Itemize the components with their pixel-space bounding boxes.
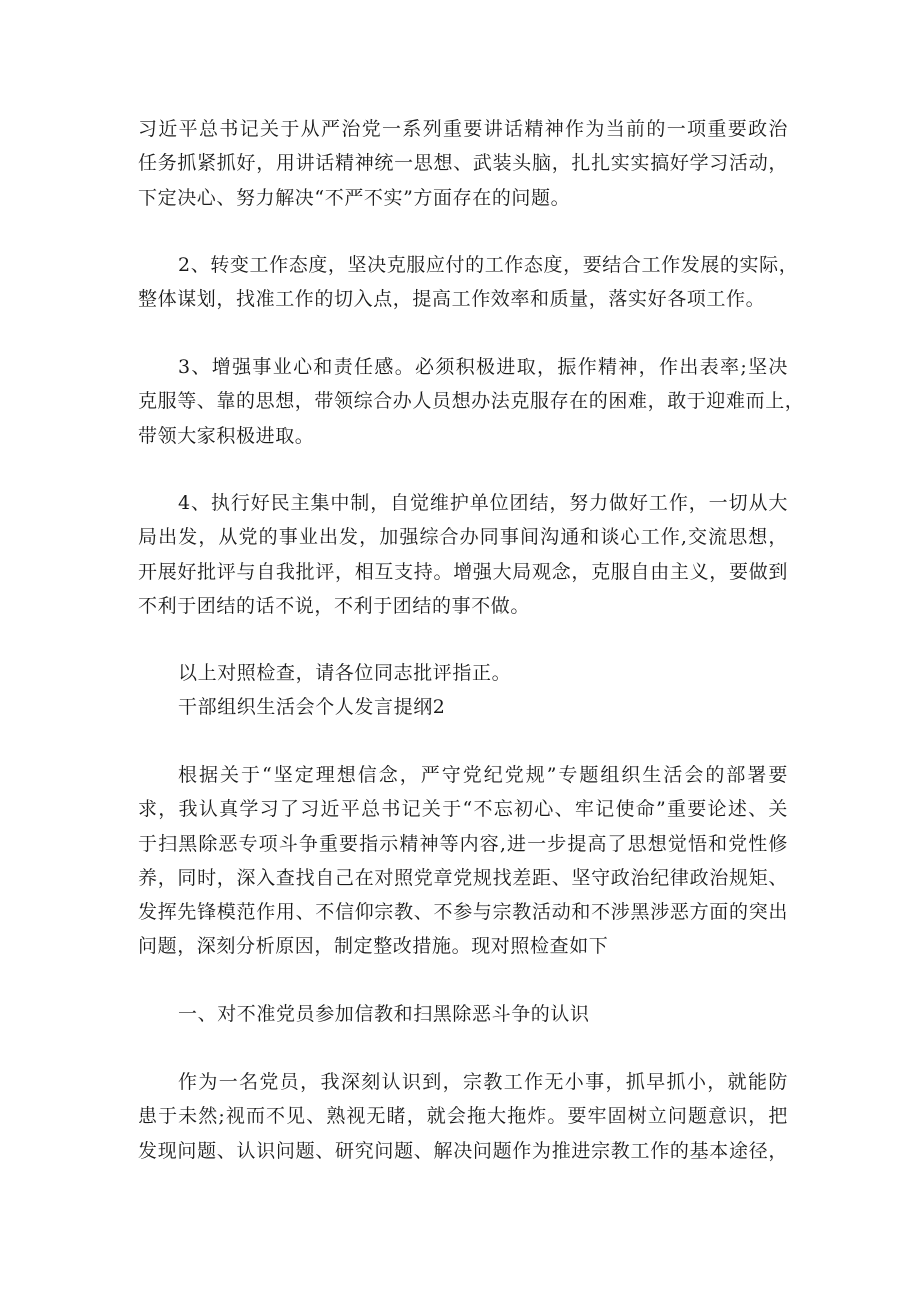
text-line: 养，同时，深入查找自己在对照党章党规找差距、坚守政治纪律政治规矩、 [138, 866, 788, 889]
text-line: 问题，深刻分析原因，制定整改措施。现对照检查如下 [138, 935, 609, 958]
text-line: 任务抓紧抓好，用讲话精神统一思想、武装头脑，扎扎实实搞好学习活动， [138, 152, 788, 175]
text-line: 4、执行好民主集中制，自觉维护单位团结，努力做好工作，一切从大 [178, 492, 788, 514]
text-line: 发挥先锋模范作用、不信仰宗教、不参与宗教活动和不涉黑涉恶方面的突出 [138, 901, 788, 924]
text-line: 3、增强事业心和责任感。必须积极进取，振作精神，作出表率;坚决 [178, 356, 788, 378]
paragraph-intro [138, 758, 788, 964]
section-heading-1 [138, 997, 788, 1031]
text-line: 求，我认真学习了习近平总书记关于“不忘初心、牢记使命”重要论述、关 [138, 798, 788, 821]
section-title [138, 690, 788, 724]
text-line: 习近平总书记关于从严治党一系列重要讲话精神作为当前的一项重要政治 [138, 118, 788, 140]
text-line: 发现问题、认识问题、研究问题、解决问题作为推进宗教工作的基本途径， [138, 1139, 788, 1162]
text-line: 局出发，从党的事业出发，加强综合办同事间沟通和谈心工作,交流思想， [138, 526, 788, 549]
text-line: 干部组织生活会个人发言提纲2 [178, 696, 446, 718]
paragraph-item-2 [138, 248, 799, 317]
text-line: 开展好批评与自我批评，相互支持。增强大局观念，克服自由主义，要做到 [138, 560, 788, 583]
paragraph-closing [138, 656, 788, 690]
paragraph-body-1 [138, 1065, 788, 1168]
paragraph-item-4 [138, 486, 788, 623]
text-line: 不利于团结的话不说，不利于团结的事不做。 [138, 594, 531, 617]
text-line: 于扫黑除恶专项斗争重要指示精神等内容,进一步提高了思想觉悟和党性修 [138, 832, 788, 855]
text-line: 克服等、靠的思想，带领综合办人员想办法克服存在的困难，敢于迎难而上， [138, 390, 805, 413]
text-line: 根据关于“坚定理想信念，严守党纪党规”专题组织生活会的部署要 [178, 764, 788, 786]
text-line: 下定决心、努力解决“不严不实”方面存在的问题。 [138, 186, 571, 209]
text-line: 以上对照检查，请各位同志批评指正。 [178, 662, 512, 684]
text-line: 一、对不准党员参加信教和扫黑除恶斗争的认识 [178, 1003, 590, 1025]
text-line: 整体谋划，找准工作的切入点，提高工作效率和质量，落实好各项工作。 [138, 288, 766, 311]
text-line: 带领大家积极进取。 [138, 424, 315, 447]
paragraph-continuation [138, 112, 788, 215]
text-line: 患于未然;视而不见、熟视无睹，就会拖大拖炸。要牢固树立问题意识，把 [138, 1105, 788, 1128]
text-line: 2、转变工作态度，坚决克服应付的工作态度，要结合工作发展的实际， [178, 254, 799, 276]
paragraph-item-3 [138, 350, 805, 453]
text-line: 作为一名党员，我深刻认识到，宗教工作无小事，抓早抓小，就能防 [178, 1071, 788, 1093]
